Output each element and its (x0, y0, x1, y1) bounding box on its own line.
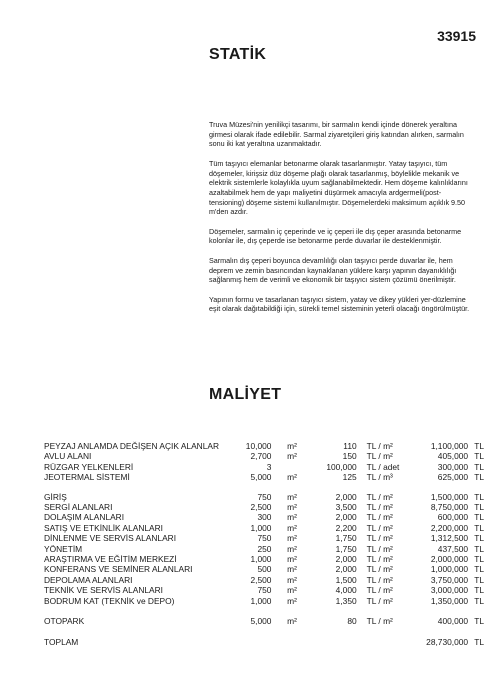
item-price-unit: TL / m² (366, 451, 393, 462)
item-unit (271, 462, 305, 472)
item-name: GİRİŞ (44, 491, 67, 502)
item-unit-price: 150 (342, 451, 357, 462)
item-name: KONFERANS VE SEMİNER ALANLARI (44, 564, 193, 575)
total-label: TOPLAM (44, 636, 79, 647)
item-unit (271, 523, 305, 533)
item-total: 300,000 (437, 461, 469, 472)
table-row (44, 451, 484, 461)
item-total: 600,000 (437, 512, 469, 523)
item-name: OTOPARK (44, 616, 85, 627)
item-unit-label: m² (287, 441, 297, 451)
item-price-unit: TL / m² (366, 543, 393, 554)
empty-cell (305, 637, 357, 647)
item-unit-label: m² (287, 502, 297, 513)
item-price-unit: TL / m² (366, 441, 393, 451)
item-quantity: 1,000 (250, 554, 272, 565)
item-unit-price: 4,000 (335, 585, 357, 596)
item-quantity: 750 (257, 585, 272, 596)
item-quantity: 250 (257, 543, 272, 554)
item-currency: TL (474, 595, 484, 606)
item-total: 3,750,000 (430, 574, 469, 585)
item-currency: TL (474, 512, 484, 523)
item-unit (271, 451, 305, 461)
item-name: AVLU ALANI (44, 451, 92, 462)
item-total: 400,000 (437, 616, 469, 627)
item-total: 2,000,000 (430, 554, 469, 565)
item-name: YÖNETİM (44, 543, 83, 554)
item-price-unit: TL / m² (366, 502, 393, 513)
table-row (44, 441, 484, 451)
item-unit (271, 596, 305, 606)
item-unit-label: m² (287, 451, 297, 462)
item-currency: TL (474, 502, 484, 513)
table-row (44, 512, 484, 522)
item-quantity: 750 (257, 533, 272, 544)
item-price-unit: TL / m² (366, 512, 393, 523)
item-currency: TL (474, 533, 484, 544)
table-row (44, 596, 484, 606)
item-unit-price: 3,500 (335, 502, 357, 513)
table-row (44, 564, 484, 574)
item-currency: TL (474, 472, 484, 483)
item-price-unit: TL / m² (366, 491, 393, 502)
item-unit-price: 2,000 (335, 554, 357, 565)
item-unit-label: m² (287, 522, 297, 533)
item-unit-price: 100,000 (326, 461, 357, 472)
item-total: 1,350,000 (430, 595, 469, 606)
item-name: PEYZAJ ANLAMDA DEĞİŞEN AÇIK ALANLAR (44, 441, 220, 451)
item-unit-label: m² (287, 574, 297, 585)
item-currency: TL (474, 441, 484, 451)
table-row (44, 502, 484, 512)
statik-paragraph: Döşemeler, sarmalın iç çeperinde ve iç çeperi ile dış çeper arasında betonarme kolonlar ile, dış çeperde ise betonarme perde duvarlar ile desteklenmiştir. (209, 226, 462, 246)
item-unit-price: 2,200 (335, 522, 357, 533)
item-unit (271, 492, 305, 502)
empty-cell (357, 637, 421, 647)
item-name: JEOTERMAL SİSTEMİ (44, 472, 130, 483)
item-unit-price: 1,500 (335, 574, 357, 585)
row-spacer (44, 483, 484, 492)
item-unit-price: 1,350 (335, 595, 357, 606)
item-currency: TL (474, 585, 484, 596)
item-price-unit: TL / adet (366, 461, 400, 472)
item-quantity: 500 (257, 564, 272, 575)
item-unit-label: m² (287, 616, 297, 627)
item-name: DEPOLAMA ALANLARI (44, 574, 133, 585)
item-total: 1,500,000 (430, 491, 469, 502)
statik-paragraph: Truva Müzesi'nin yenilikçi tasarımı, bir sarmalın kendi içinde dönerek yeraltına girmesi olarak ifade edilebilir. Sarmal ziyaretçileri giriş katından alırken, sarmalın sonu iki kat yeraltına uzanmaktadır. (209, 120, 464, 149)
table-row (44, 492, 484, 502)
item-name: SATIŞ VE ETKİNLİK ALANLARI (44, 522, 163, 533)
item-currency: TL (474, 522, 484, 533)
item-quantity: 2,500 (250, 502, 272, 513)
maliyet-title: MALİYET (209, 386, 282, 403)
item-quantity: 2,700 (250, 451, 272, 462)
item-currency: TL (474, 554, 484, 565)
item-currency: TL (474, 543, 484, 554)
item-unit-label: m² (287, 512, 297, 523)
item-price-unit: TL / m² (366, 595, 393, 606)
item-unit-label: m² (287, 491, 297, 502)
item-unit-price: 2,000 (335, 512, 357, 523)
item-total: 1,000,000 (430, 564, 469, 575)
item-unit (271, 564, 305, 574)
total-row (44, 637, 484, 647)
item-unit (271, 441, 305, 451)
item-quantity: 750 (257, 491, 272, 502)
item-total: 2,200,000 (430, 522, 469, 533)
item-currency: TL (474, 451, 484, 462)
item-unit-price: 110 (343, 441, 357, 451)
item-name: DOLAŞIM ALANLARI (44, 512, 125, 523)
table-row (44, 544, 484, 554)
cost-table (44, 441, 484, 647)
item-total: 625,000 (437, 472, 469, 483)
item-price-unit: TL / m² (366, 574, 393, 585)
item-quantity: 3 (266, 461, 272, 472)
item-unit (271, 575, 305, 585)
item-unit (271, 512, 305, 522)
item-unit-label: m² (287, 564, 297, 575)
item-currency: TL (474, 491, 484, 502)
table-row (44, 462, 484, 472)
item-total: 1,100,000 (430, 441, 469, 451)
item-currency: TL (474, 564, 484, 575)
item-quantity: 5,000 (250, 616, 272, 627)
row-spacer (44, 606, 484, 616)
table-row (44, 575, 484, 585)
statik-paragraph: Sarmalın dış çeperi boyunca devamlılığı olan taşıyıcı perde duvarlar ile, hem deprem ve zemin basıncından kaynaklanan yüklere karşı yapının dayanıklılığı sağlanmış hem de verimli ve ekonomik bir taşıyıcı sistem çözümü önerilmiştir. (209, 255, 457, 285)
statik-paragraph: Yapının formu ve tasarlanan taşıyıcı sistem, yatay ve dikey yükleri yer-düzlemine eşit olarak dağıtabildiği için, sürekli temel sisteminin yeterli olacağı öngörülmüştür. (209, 294, 470, 314)
table-row (44, 523, 484, 533)
item-unit-price: 2,000 (335, 491, 357, 502)
item-total: 1,312,500 (430, 533, 469, 544)
item-quantity: 10,000 (245, 441, 272, 451)
item-price-unit: TL / m² (366, 554, 393, 565)
item-unit (271, 554, 305, 564)
item-unit-label: m² (287, 554, 297, 565)
item-price-unit: TL / m² (366, 522, 393, 533)
item-unit-label: m² (287, 472, 297, 483)
item-unit-label: m² (287, 585, 297, 596)
page-number: 33915 (437, 28, 476, 44)
empty-cell (271, 637, 305, 647)
statik-paragraph: Tüm taşıyıcı elemanlar betonarme olarak tasarlanmıştır. Yatay taşıyıcı, tüm döşemeler, kirişsiz düz döşeme plağı olarak tasarlanmış, böylelikle mekanik ve elektrik sistemlerle kolaylıkla uyum sağlanabilmektedir. Hem döşeme kalınlıklarını azaltabilmek hem de yapı maliyetini düşürmek amacıyla ardgermeli(post-tensioning) döşeme sistemi kullanılmıştır. Döşemelerdeki maksimum açıklık 9.50 m'den azdır. (209, 158, 468, 217)
item-unit (271, 544, 305, 554)
item-unit-label: m² (287, 595, 297, 606)
item-quantity: 2,500 (250, 574, 272, 585)
item-name: TEKNİK VE SERVİS ALANLARI (44, 585, 164, 596)
table-row (44, 585, 484, 595)
item-total: 8,750,000 (430, 502, 469, 513)
table-row (44, 472, 484, 482)
item-unit (271, 616, 305, 626)
item-name: BODRUM KAT (TEKNİK ve DEPO) (44, 595, 175, 606)
total-value: 28,730,000 (426, 636, 469, 647)
item-unit-label: m² (287, 543, 297, 554)
item-unit-price: 2,000 (335, 564, 357, 575)
item-name: DİNLENME VE SERVİS ALANLARI (44, 533, 177, 544)
item-quantity: 5,000 (250, 472, 272, 483)
table-row (44, 616, 484, 626)
item-currency: TL (474, 574, 484, 585)
item-unit (271, 533, 305, 543)
item-total: 3,000,000 (430, 585, 469, 596)
item-unit-price: 1,750 (335, 533, 357, 544)
item-unit-price: 80 (347, 616, 357, 627)
item-quantity: 300 (257, 512, 272, 523)
item-price-unit: TL / m² (366, 533, 393, 544)
item-price-unit: TL / m² (366, 564, 393, 575)
empty-cell (240, 637, 272, 647)
item-unit-price: 1,750 (335, 543, 357, 554)
item-unit (271, 502, 305, 512)
item-quantity: 1,000 (250, 522, 272, 533)
item-quantity: 1,000 (250, 595, 272, 606)
item-name: ARAŞTIRMA VE EĞİTİM MERKEZİ (44, 554, 177, 565)
item-price-unit: TL / m² (366, 616, 393, 627)
item-unit-label: m² (287, 533, 297, 544)
item-unit-price: 125 (342, 472, 357, 483)
item-unit (271, 585, 305, 595)
item-price-unit: TL / m² (366, 585, 393, 596)
table-row (44, 533, 484, 543)
item-total: 437,500 (437, 543, 469, 554)
table-row (44, 554, 484, 564)
row-spacer (44, 627, 484, 637)
item-name: RÜZGAR YELKENLERİ (44, 461, 134, 472)
item-name: SERGİ ALANLARI (44, 502, 113, 513)
statik-text (209, 120, 474, 324)
item-currency: TL (474, 616, 484, 627)
item-unit (271, 472, 305, 482)
statik-title: STATİK (209, 46, 267, 63)
item-total: 405,000 (437, 451, 469, 462)
item-price-unit: TL / m³ (366, 472, 393, 483)
item-currency: TL (474, 461, 484, 472)
total-currency: TL (474, 636, 484, 647)
